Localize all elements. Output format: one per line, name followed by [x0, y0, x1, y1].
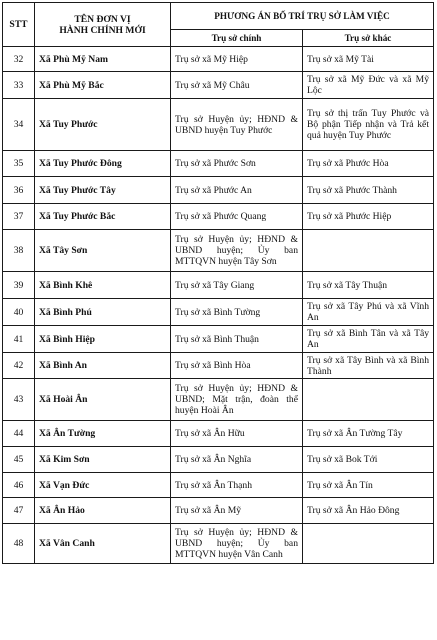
row-stt: 36 [3, 177, 35, 204]
row-main-office: Trụ sở xã Tây Giang [171, 272, 303, 299]
row-stt: 46 [3, 473, 35, 498]
row-other-office [303, 379, 434, 421]
header-unit-line2: HÀNH CHÍNH MỚI [59, 24, 146, 36]
row-stt: 43 [3, 379, 35, 421]
row-main-office: Trụ sở Huyện ủy; HĐND & UBND; Mặt trận, đoàn thể huyện Hoài Ân [171, 379, 303, 421]
row-other-office: Trụ sở xã Mỹ Đức và xã Mỹ Lộc [303, 72, 434, 99]
header-main-office: Trụ sở chính [171, 30, 303, 47]
row-other-office: Trụ sở xã Phước Thành [303, 177, 434, 204]
row-stt: 35 [3, 151, 35, 177]
row-other-office: Trụ sở xã Ân Tín [303, 473, 434, 498]
row-other-office: Trụ sở xã Phước Hiệp [303, 204, 434, 230]
row-stt: 40 [3, 299, 35, 326]
row-main-office: Trụ sở Huyện ủy; HĐND & UBND huyện; Ủy ban MTTQVN huyện Tây Sơn [171, 230, 303, 272]
row-main-office: Trụ sở xã Bình Hòa [171, 353, 303, 379]
table-row [3, 47, 434, 72]
row-unit-name: Xã Phù Mỹ Bắc [35, 72, 171, 99]
row-main-office: Trụ sở xã Ân Mỹ [171, 498, 303, 524]
row-stt: 39 [3, 272, 35, 299]
table-row [3, 272, 434, 299]
row-stt: 32 [3, 47, 35, 72]
row-main-office: Trụ sở xã Ân Nghĩa [171, 447, 303, 473]
row-unit-name: Xã Ân Tường [35, 421, 171, 447]
row-other-office: Trụ sở thị trấn Tuy Phước và Bộ phận Tiếp nhận và Trả kết quả huyện Tuy Phước [303, 99, 434, 151]
row-unit-name: Xã Tuy Phước Bắc [35, 204, 171, 230]
row-stt: 41 [3, 326, 35, 353]
row-stt: 38 [3, 230, 35, 272]
header-unit [35, 3, 171, 47]
row-unit-name: Xã Hoài Ân [35, 379, 171, 421]
row-other-office: Trụ sở xã Ân Tường Tây [303, 421, 434, 447]
row-stt: 45 [3, 447, 35, 473]
table-row [3, 299, 434, 326]
row-stt: 33 [3, 72, 35, 99]
row-unit-name: Xã Tây Sơn [35, 230, 171, 272]
row-stt: 37 [3, 204, 35, 230]
row-main-office: Trụ sở xã Bình Tường [171, 299, 303, 326]
row-main-office: Trụ sở xã Ân Hữu [171, 421, 303, 447]
header-stt: STT [3, 3, 35, 47]
row-unit-name: Xã Kim Sơn [35, 447, 171, 473]
row-stt: 47 [3, 498, 35, 524]
row-unit-name: Xã Bình Hiệp [35, 326, 171, 353]
table-row [3, 72, 434, 99]
row-other-office: Trụ sở xã Bình Tân và xã Tây An [303, 326, 434, 353]
row-other-office: Trụ sở xã Ân Hảo Đông [303, 498, 434, 524]
row-other-office: Trụ sở xã Tây Bình và xã Bình Thành [303, 353, 434, 379]
table-row [3, 230, 434, 272]
header-plan: PHƯƠNG ÁN BỐ TRÍ TRỤ SỞ LÀM VIỆC [171, 3, 434, 30]
row-unit-name: Xã Tuy Phước Tây [35, 177, 171, 204]
row-other-office: Trụ sở xã Tây Phú và xã Vĩnh An [303, 299, 434, 326]
row-main-office: Trụ sở Huyện ủy; HĐND & UBND huyện; Ủy ban MTTQVN huyện Vân Canh [171, 524, 303, 564]
table-row [3, 524, 434, 564]
table-row [3, 421, 434, 447]
header-unit-line1: TÊN ĐƠN VỊ [74, 13, 131, 25]
table-row [3, 177, 434, 204]
row-main-office: Trụ sở xã Phước Sơn [171, 151, 303, 177]
row-unit-name: Xã Tuy Phước [35, 99, 171, 151]
header-other-office: Trụ sở khác [303, 30, 434, 47]
row-other-office: Trụ sở xã Bok Tới [303, 447, 434, 473]
office-arrangement-table [2, 2, 434, 564]
row-unit-name: Xã Tuy Phước Đông [35, 151, 171, 177]
row-other-office [303, 524, 434, 564]
table-row [3, 447, 434, 473]
row-main-office: Trụ sở xã Mỹ Châu [171, 72, 303, 99]
row-unit-name: Xã Ân Hảo [35, 498, 171, 524]
row-unit-name: Xã Vạn Đức [35, 473, 171, 498]
table-row [3, 326, 434, 353]
table-row [3, 498, 434, 524]
table-row [3, 353, 434, 379]
row-main-office: Trụ sở xã Ân Thạnh [171, 473, 303, 498]
row-unit-name: Xã Bình Khê [35, 272, 171, 299]
table-row [3, 473, 434, 498]
row-main-office: Trụ sở xã Phước An [171, 177, 303, 204]
row-other-office [303, 230, 434, 272]
row-main-office: Trụ sở xã Bình Thuận [171, 326, 303, 353]
table-row [3, 99, 434, 151]
table-row [3, 151, 434, 177]
row-unit-name: Xã Vân Canh [35, 524, 171, 564]
row-unit-name: Xã Bình An [35, 353, 171, 379]
row-other-office: Trụ sở xã Tây Thuận [303, 272, 434, 299]
row-main-office: Trụ sở xã Mỹ Hiệp [171, 47, 303, 72]
table-row [3, 379, 434, 421]
row-unit-name: Xã Bình Phú [35, 299, 171, 326]
row-stt: 34 [3, 99, 35, 151]
row-stt: 44 [3, 421, 35, 447]
row-stt: 48 [3, 524, 35, 564]
row-main-office: Trụ sở xã Phước Quang [171, 204, 303, 230]
row-main-office: Trụ sở Huyện ủy; HĐND & UBND huyện Tuy Phước [171, 99, 303, 151]
row-other-office: Trụ sở xã Phước Hòa [303, 151, 434, 177]
row-unit-name: Xã Phù Mỹ Nam [35, 47, 171, 72]
row-other-office: Trụ sở xã Mỹ Tài [303, 47, 434, 72]
table-row [3, 204, 434, 230]
row-stt: 42 [3, 353, 35, 379]
table-body [3, 47, 434, 564]
